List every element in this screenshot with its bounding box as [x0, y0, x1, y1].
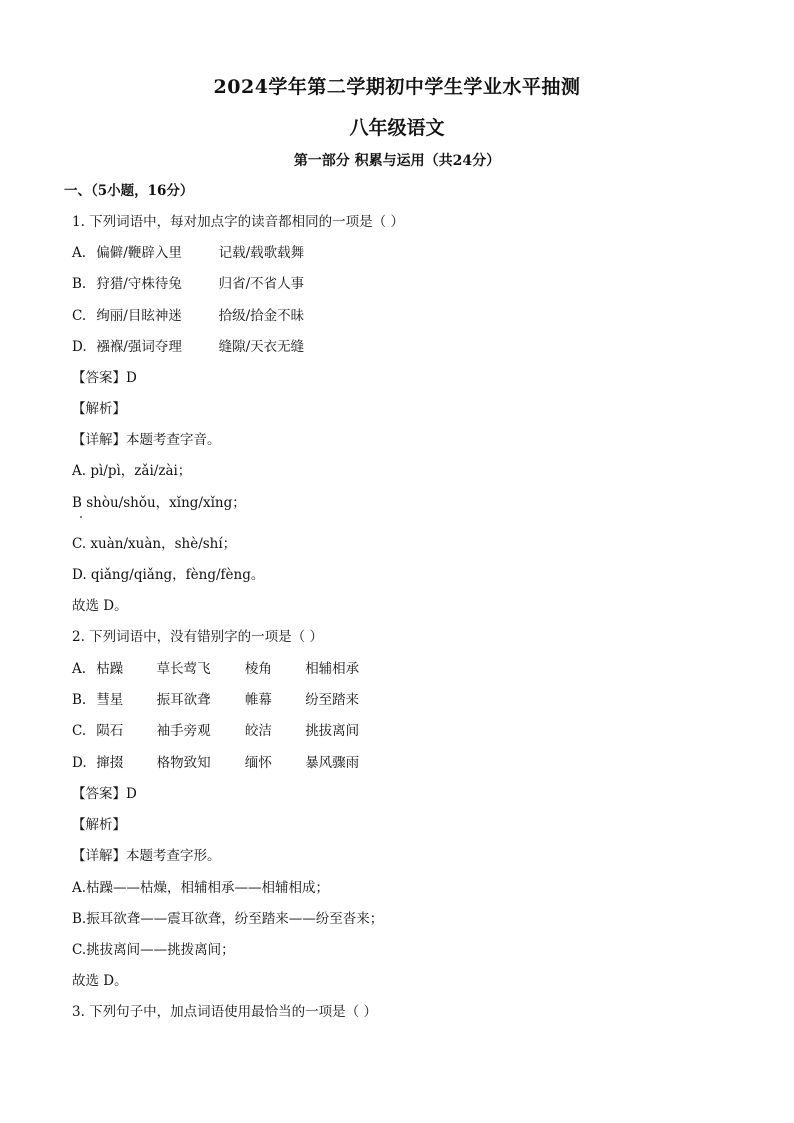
option-word-1: 枯躁: [96, 661, 124, 677]
option-pair-1: 狩猎/守株待兔: [96, 276, 182, 292]
q2-conclusion: 故选 D。: [72, 973, 128, 989]
q1-conclusion: 故选 D。: [72, 598, 128, 614]
option-label: A.: [72, 245, 87, 261]
q1-analysis: 【解析】: [72, 401, 126, 417]
q2-option-c: [72, 722, 359, 740]
option-word-2: 草长莺飞: [156, 661, 211, 677]
option-word-3: 皎洁: [244, 723, 272, 739]
option-label: D.: [72, 755, 87, 771]
option-pair-2: 记载/载歌载舞: [218, 245, 305, 261]
option-word-4: 纷至踏来: [305, 692, 360, 708]
option-label: B.: [72, 276, 87, 292]
option-word-4: 挑拔离间: [305, 723, 360, 739]
option-pair-2: 拾级/拾金不昧: [218, 308, 305, 324]
option-word-3: 帷幕: [244, 692, 272, 708]
q1-stem: 1. 下列词语中，每对加点字的读音都相同的一项是（ ）: [72, 214, 404, 230]
q2-detail-line-c: C.挑拔离间——挑拨离间；: [72, 942, 235, 958]
subject-title: 八年级语文: [349, 117, 445, 139]
option-word-2: 振耳欲聋: [156, 692, 211, 708]
q2-detail: 【详解】本题考查字形。: [72, 848, 221, 864]
exam-title: 2024学年第二学期初中学生学业水平抽测: [213, 76, 581, 98]
section-heading: 一、（5小题，16分）: [64, 183, 194, 199]
q1-detail: 【详解】本题考查字音。: [72, 432, 221, 448]
q3-stem: 3. 下列句子中，加点词语使用最恰当的一项是（ ）: [72, 1004, 377, 1020]
q2-detail-line-b: B.振耳欲聋——震耳欲聋，纷至踏来——纷至沓来；: [72, 911, 384, 927]
q1-option-d: [72, 338, 304, 356]
stray-dot: [80, 516, 82, 518]
option-word-4: 相辅相承: [305, 661, 360, 677]
option-word-2: 格物致知: [156, 755, 211, 771]
option-word-3: 缅怀: [244, 755, 272, 771]
q2-answer: 【答案】D: [72, 786, 137, 802]
q1-detail-line-b: B shòu/shǒu，xǐng/xǐng；: [72, 495, 246, 511]
option-pair-1: 偏僻/鞭辟入里: [96, 245, 182, 261]
q2-analysis: 【解析】: [72, 817, 126, 833]
option-label: A.: [72, 661, 87, 677]
option-word-1: 撺掇: [96, 755, 124, 771]
q2-detail-line-a: A.枯躁——枯燥，相辅相承——相辅相成；: [72, 880, 330, 896]
q2-option-b: [72, 691, 359, 709]
q2-option-a: [72, 660, 359, 678]
q2-option-d: [72, 754, 359, 772]
option-pair-1: 绚丽/目眩神迷: [96, 308, 182, 324]
option-word-2: 袖手旁观: [156, 723, 211, 739]
q1-option-a: [72, 244, 304, 262]
option-pair-2: 归省/不省人事: [218, 276, 305, 292]
part-title: 第一部分 积累与运用（共24分）: [293, 153, 501, 169]
option-word-1: 陨石: [96, 723, 124, 739]
option-label: C.: [72, 723, 87, 739]
q1-answer: 【答案】D: [72, 370, 137, 386]
q1-detail-line-d: D. qiǎng/qiǎng，fèng/fèng。: [72, 567, 265, 583]
option-label: B.: [72, 692, 87, 708]
option-pair-2: 缝隙/天衣无缝: [218, 339, 305, 355]
option-word-4: 暴风骤雨: [305, 755, 360, 771]
q1-option-b: [72, 275, 304, 293]
option-word-3: 棱角: [244, 661, 272, 677]
q2-stem: 2. 下列词语中，没有错别字的一项是（ ）: [72, 629, 323, 645]
q1-detail-line-a: A. pì/pì，zǎi/zài；: [72, 463, 192, 479]
q1-option-c: [72, 307, 304, 325]
option-word-1: 彗星: [96, 692, 124, 708]
option-pair-1: 襁褓/强词夺理: [96, 339, 182, 355]
q1-detail-line-c: C. xuàn/xuàn，shè/shí；: [72, 536, 237, 552]
option-label: C.: [72, 308, 87, 324]
option-label: D.: [72, 339, 87, 355]
